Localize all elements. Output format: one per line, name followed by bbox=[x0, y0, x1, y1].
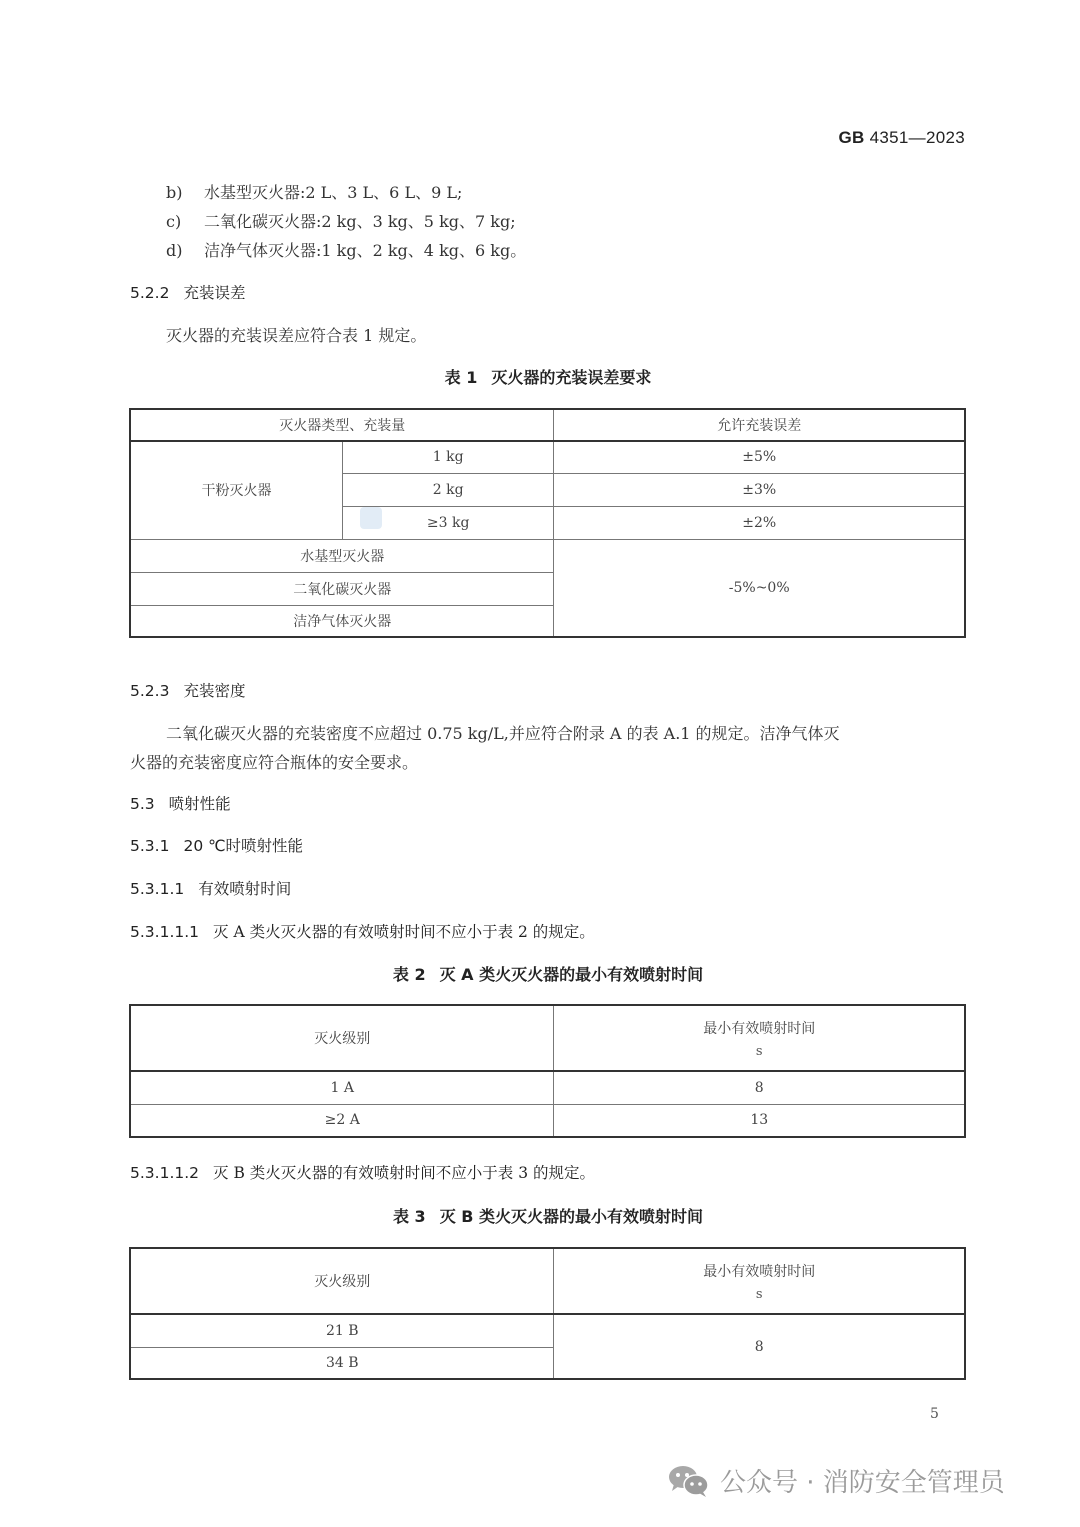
section-number: 5.3.1.1 bbox=[130, 880, 185, 898]
caption-text: 灭 A 类火灭火器的最小有效喷射时间 bbox=[439, 965, 704, 984]
list-marker: b) bbox=[166, 183, 183, 202]
list-item bbox=[166, 238, 526, 261]
section-title: 喷射性能 bbox=[168, 795, 231, 813]
page-number: 5 bbox=[930, 1406, 939, 1422]
wechat-icon bbox=[668, 1464, 710, 1498]
section-heading-5-3-1-1 bbox=[130, 877, 291, 899]
type-cell: 洁净气体灭火器 bbox=[130, 605, 554, 637]
table2-caption bbox=[0, 962, 1080, 985]
unit-label: s bbox=[755, 1043, 763, 1059]
header-label: 最小有效喷射时间 bbox=[703, 1020, 816, 1037]
standard-number: 4351—2023 bbox=[869, 128, 965, 147]
standard-code bbox=[839, 128, 965, 148]
paragraph-line: 二氧化碳灭火器的充装密度不应超过 0.75 kg/L,并应符合附录 A 的表 A.1 的规定。洁净气体灭 bbox=[166, 724, 840, 743]
level-cell: 1 A bbox=[130, 1071, 554, 1104]
type-cell: 二氧化碳灭火器 bbox=[130, 572, 554, 605]
list-marker: c) bbox=[166, 212, 182, 231]
table3 bbox=[129, 1247, 966, 1380]
table3-caption bbox=[0, 1204, 1080, 1227]
section-number: 5.3 bbox=[130, 795, 155, 813]
column-header bbox=[554, 1005, 965, 1071]
clause-text: 灭 A 类火灭火器的有效喷射时间不应小于表 2 的规定。 bbox=[213, 923, 595, 941]
column-header: 允许充装误差 bbox=[554, 409, 965, 441]
section-title: 充装误差 bbox=[183, 284, 246, 302]
tolerance-cell: ±2% bbox=[554, 506, 965, 539]
clause-5-3-1-1-2 bbox=[130, 1161, 595, 1183]
caption-number: 表 1 bbox=[444, 368, 478, 387]
section-heading-5-2-3 bbox=[130, 679, 245, 701]
level-cell: 34 B bbox=[130, 1347, 554, 1379]
amount-cell: ≥3 kg bbox=[342, 506, 553, 539]
section-number: 5.2.3 bbox=[130, 682, 170, 700]
footer-attribution bbox=[668, 1462, 1005, 1499]
list-text: 水基型灭火器:2 L、3 L、6 L、9 L; bbox=[204, 183, 463, 202]
type-cell: 干粉灭火器 bbox=[130, 441, 342, 539]
table-row bbox=[130, 1071, 965, 1104]
list-text: 洁净气体灭火器:1 kg、2 kg、4 kg、6 kg。 bbox=[204, 241, 527, 260]
table1 bbox=[129, 408, 966, 638]
level-cell: 21 B bbox=[130, 1314, 554, 1347]
section-heading-5-3 bbox=[130, 792, 231, 814]
table-row bbox=[130, 441, 965, 473]
time-cell: 13 bbox=[554, 1104, 965, 1137]
column-header: 灭火级别 bbox=[130, 1005, 554, 1071]
paragraph: 灭火器的充装误差应符合表 1 规定。 bbox=[166, 326, 427, 345]
footer-text: 公众号 · 消防安全管理员 bbox=[720, 1468, 1005, 1498]
column-header: 灭火器类型、充装量 bbox=[130, 409, 554, 441]
table2 bbox=[129, 1004, 966, 1138]
paragraph-line: 火器的充装密度应符合瓶体的安全要求。 bbox=[130, 753, 419, 772]
list-text: 二氧化碳灭火器:2 kg、3 kg、5 kg、7 kg; bbox=[204, 212, 516, 231]
unit-label: s bbox=[755, 1286, 763, 1302]
time-cell: 8 bbox=[554, 1314, 965, 1379]
table1-caption bbox=[0, 365, 1080, 388]
column-header: 灭火级别 bbox=[130, 1248, 554, 1314]
time-cell: 8 bbox=[554, 1071, 965, 1104]
section-title: 充装密度 bbox=[183, 682, 246, 700]
section-number: 5.3.1.1.1 bbox=[130, 923, 200, 941]
table-header-row bbox=[130, 409, 965, 441]
level-cell: ≥2 A bbox=[130, 1104, 554, 1137]
list-marker: d) bbox=[166, 241, 183, 260]
list-item bbox=[166, 180, 462, 203]
table-header-row bbox=[130, 1248, 965, 1314]
table-row bbox=[130, 1104, 965, 1137]
type-cell: 水基型灭火器 bbox=[130, 539, 554, 572]
list-item bbox=[166, 209, 516, 232]
header-label: 最小有效喷射时间 bbox=[703, 1263, 816, 1280]
section-number: 5.3.1.1.2 bbox=[130, 1164, 200, 1182]
clause-text: 灭 B 类火灭火器的有效喷射时间不应小于表 3 的规定。 bbox=[213, 1164, 595, 1182]
tolerance-cell: -5%~0% bbox=[554, 539, 965, 637]
amount-cell: 1 kg bbox=[342, 441, 553, 473]
tolerance-cell: ±3% bbox=[554, 473, 965, 506]
section-number: 5.2.2 bbox=[130, 284, 170, 302]
caption-text: 灭火器的充装误差要求 bbox=[491, 368, 652, 387]
caption-number: 表 2 bbox=[392, 965, 426, 984]
section-heading-5-2-2 bbox=[130, 281, 245, 303]
caption-text: 灭 B 类火灭火器的最小有效喷射时间 bbox=[439, 1207, 704, 1226]
clause-5-3-1-1-1 bbox=[130, 920, 595, 942]
table-header-row bbox=[130, 1005, 965, 1071]
section-title: 20 ℃时喷射性能 bbox=[183, 837, 304, 855]
caption-number: 表 3 bbox=[392, 1207, 426, 1226]
section-heading-5-3-1 bbox=[130, 834, 303, 856]
section-number: 5.3.1 bbox=[130, 837, 170, 855]
section-title: 有效喷射时间 bbox=[198, 880, 292, 898]
table-row bbox=[130, 1314, 965, 1347]
tolerance-cell: ±5% bbox=[554, 441, 965, 473]
standard-prefix: GB bbox=[838, 128, 865, 147]
table-row bbox=[130, 539, 965, 572]
amount-cell: 2 kg bbox=[342, 473, 553, 506]
column-header bbox=[554, 1248, 965, 1314]
